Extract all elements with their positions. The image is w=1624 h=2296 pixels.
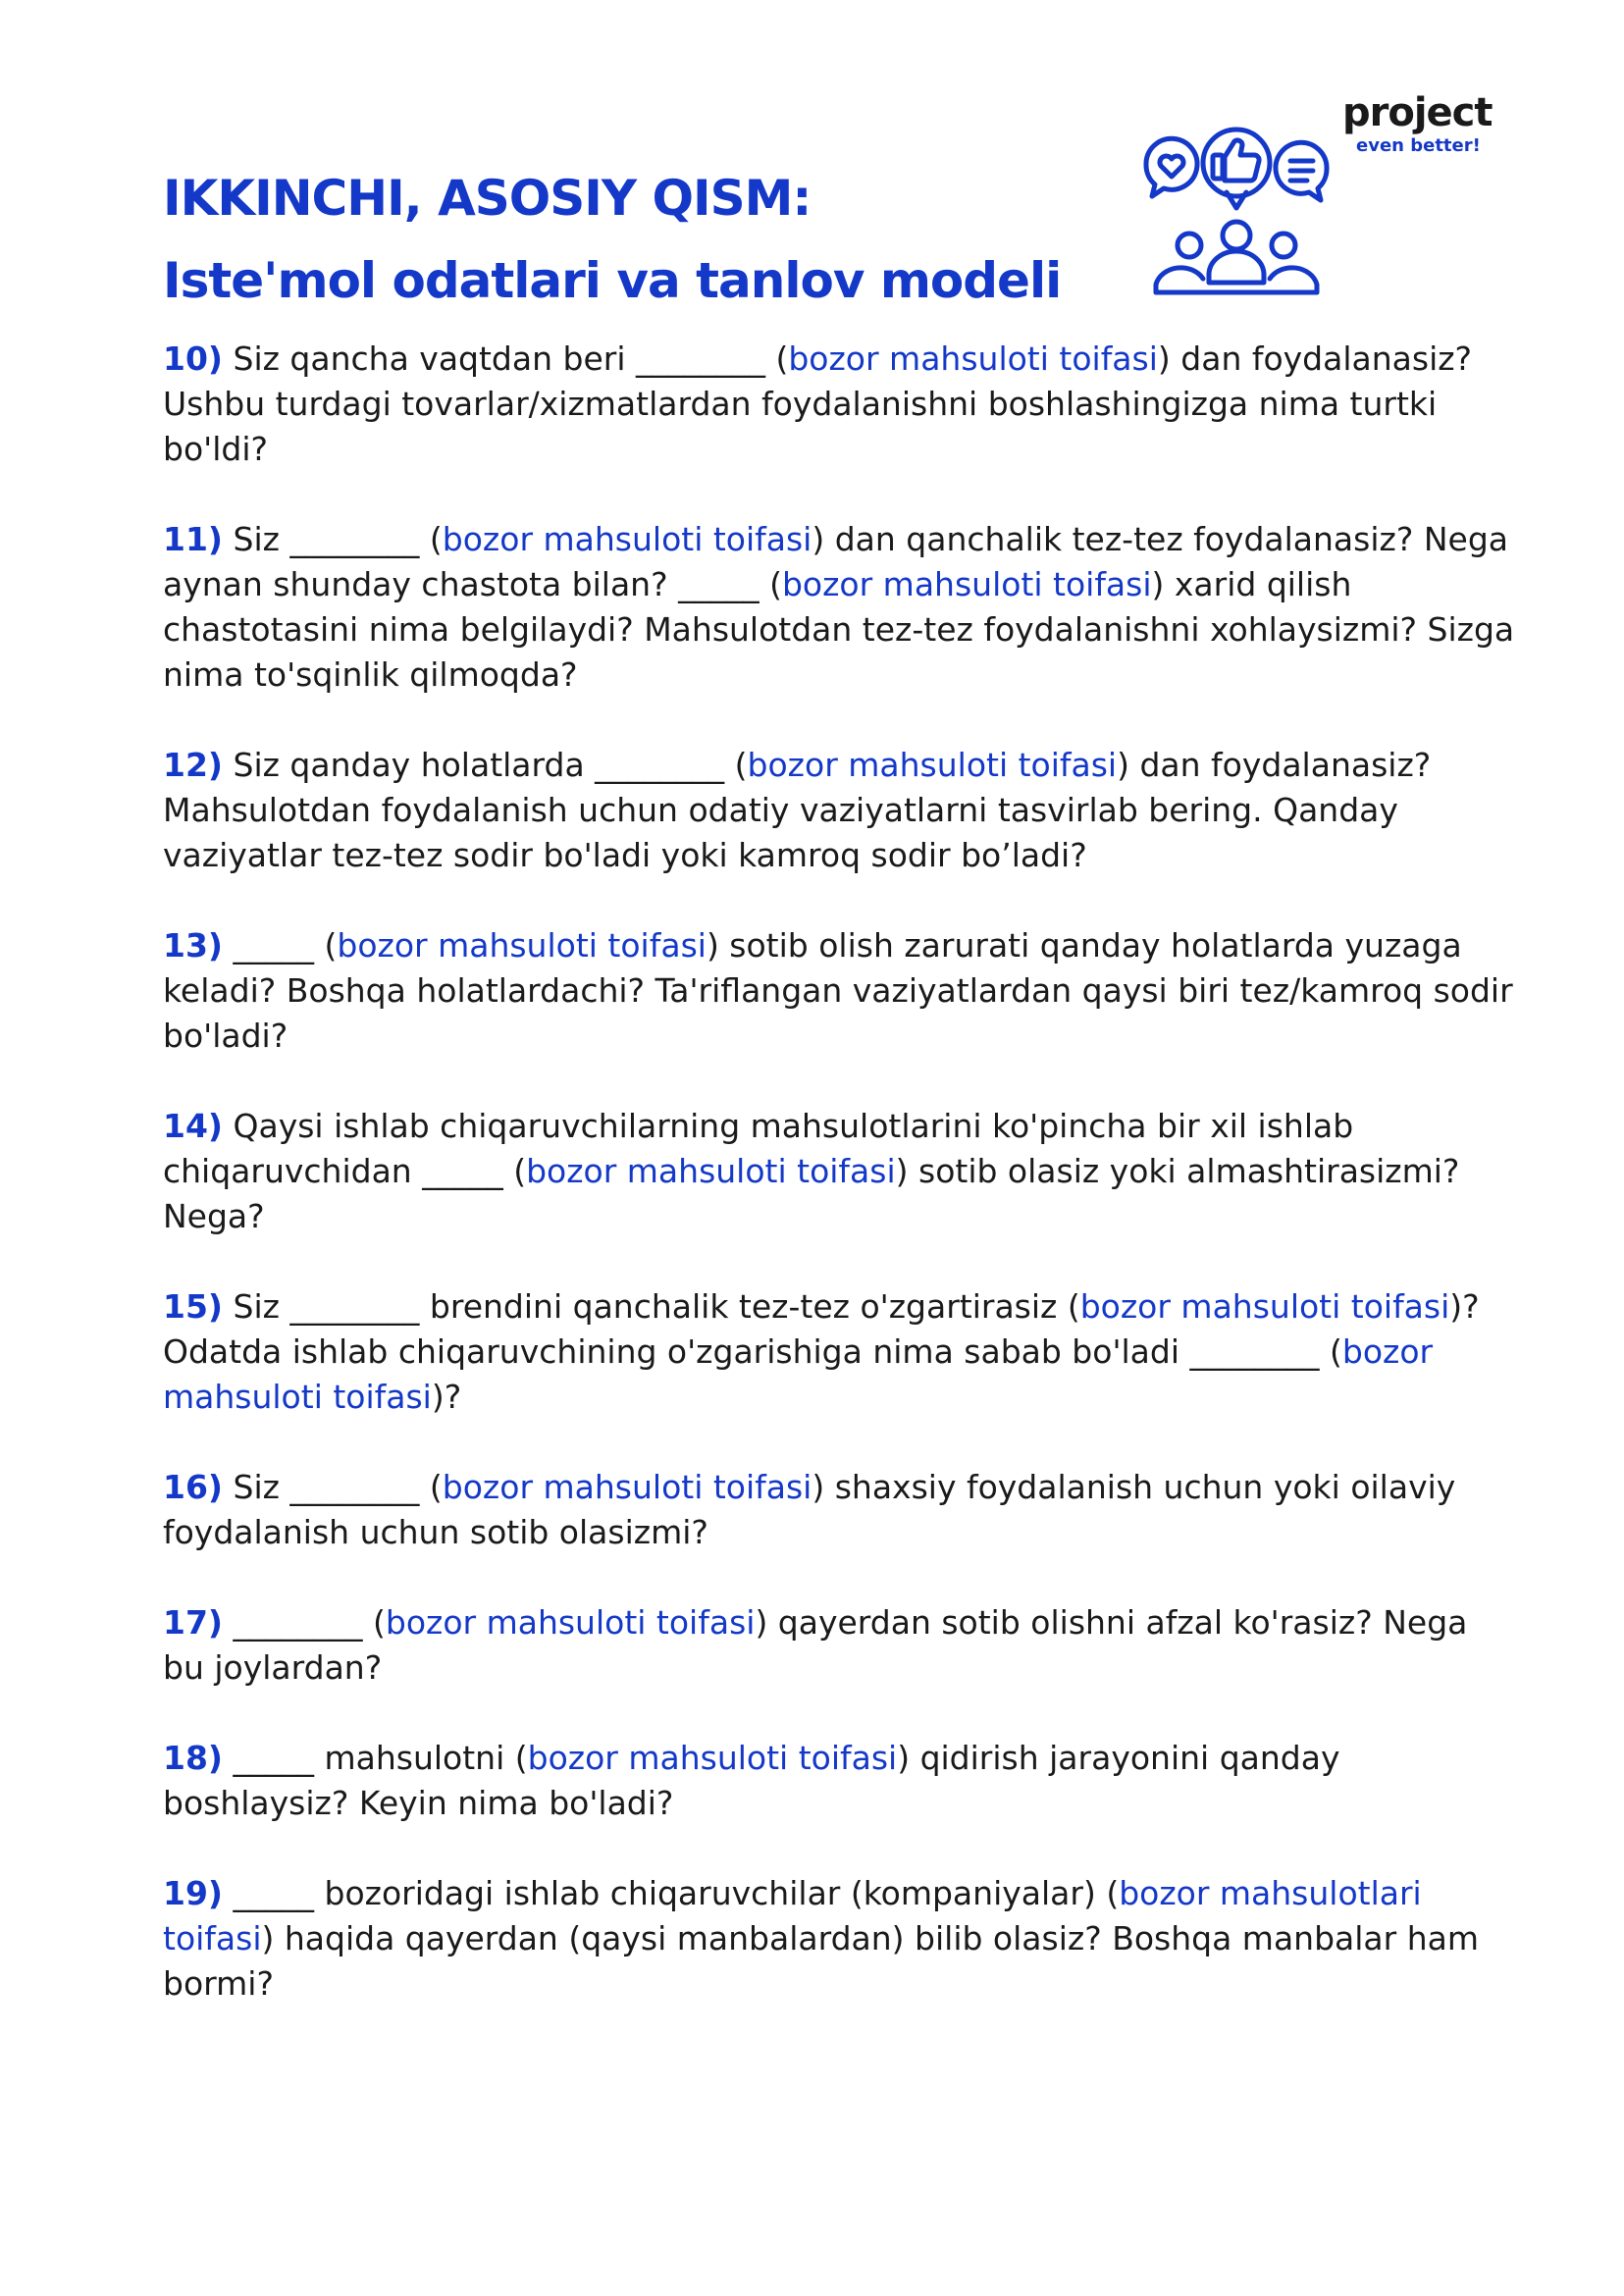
logo-wordmark: project: [1342, 90, 1493, 135]
category-placeholder: bozor mahsuloti toifasi: [747, 746, 1118, 784]
question-item: [163, 517, 1517, 698]
question-item: [163, 923, 1517, 1059]
category-placeholder: bozor mahsulotlari toifasi: [163, 1874, 1422, 1957]
question-text: ) dan qanchalik tez-tez foydalanasiz? Nega aynan shunday chastota bilan? _____ (: [163, 520, 1509, 603]
question-number: 12): [163, 746, 224, 784]
category-placeholder: bozor mahsuloti toifasi: [526, 1152, 896, 1190]
question-text: ) sotib olasiz yoki almashtirasizmi? Nega?: [163, 1152, 1460, 1235]
question-item: [163, 1104, 1517, 1239]
question-number: 14): [163, 1107, 224, 1145]
question-text: Siz qanday holatlarda ________ (: [223, 746, 748, 784]
question-item: [163, 1871, 1517, 2007]
category-placeholder: bozor mahsuloti toifasi: [442, 520, 812, 558]
question-number: 16): [163, 1468, 224, 1506]
question-number: 10): [163, 339, 224, 378]
question-text: ) dan foydalanasiz? Mahsulotdan foydalanish uchun odatiy vaziyatlarni tasvirlab bering. Qanday vaziyatlar tez-tez sodir bo'ladi yoki kamroq sodir bo’ladi?: [163, 746, 1432, 874]
question-text: ) sotib olish zarurati qanday holatlarda yuzaga keladi? Boshqa holatlardachi? Ta'riflangan vaziyatlardan qaysi biri tez/kamroq sodir bo'ladi?: [163, 926, 1513, 1055]
question-text: ) xarid qilish chastotasini nima belgilaydi? Mahsulotdan tez-tez foydalanishni xohlaysizmi? Sizga nima to'sqinlik qilmoqda?: [163, 565, 1515, 694]
question-item: [163, 1284, 1517, 1420]
category-placeholder: bozor mahsuloti toifasi: [527, 1739, 898, 1777]
question-number: 19): [163, 1874, 224, 1912]
question-text: ) qidirish jarayonini qanday boshlaysiz? Keyin nima bo'ladi?: [163, 1739, 1340, 1822]
category-placeholder: bozor mahsuloti toifasi: [337, 926, 707, 965]
question-text: Qaysi ishlab chiqaruvchilarning mahsulotlarini ko'pincha bir xil ishlab chiqaruvchidan _____ (: [163, 1107, 1354, 1190]
question-text: Siz qancha vaqtdan beri ________ (: [223, 339, 789, 378]
category-placeholder: bozor mahsuloti toifasi: [781, 565, 1152, 603]
question-text: ________ (: [223, 1603, 386, 1642]
page-title: [163, 157, 1061, 322]
question-text: _____ bozoridagi ishlab chiqaruvchilar (kompaniyalar) (: [223, 1874, 1120, 1912]
title-line-1: IKKINCHI, ASOSIY QISM:: [163, 170, 812, 227]
social-feedback-people-icon: [1138, 126, 1335, 304]
category-placeholder: bozor mahsuloti toifasi: [163, 1332, 1434, 1416]
category-placeholder: bozor mahsuloti toifasi: [788, 339, 1158, 378]
question-text: Siz ________ (: [223, 520, 443, 558]
question-item: [163, 337, 1517, 472]
question-item: [163, 1736, 1517, 1826]
question-text: Siz ________ brendini qanchalik tez-tez o'zgartirasiz (: [223, 1287, 1080, 1326]
question-number: 11): [163, 520, 224, 558]
question-number: 13): [163, 926, 224, 965]
question-item: [163, 1465, 1517, 1555]
category-placeholder: bozor mahsuloti toifasi: [385, 1603, 756, 1642]
question-text: )?: [431, 1378, 462, 1416]
question-text: _____ (: [223, 926, 338, 965]
question-number: 18): [163, 1739, 224, 1777]
question-item: [163, 743, 1517, 878]
logo-tagline: even better!: [1356, 135, 1481, 156]
question-text: Siz ________ (: [223, 1468, 443, 1506]
question-item: [163, 1600, 1517, 1691]
question-text: ) shaxsiy foydalanish uchun yoki oilaviy foydalanish uchun sotib olasizmi?: [163, 1468, 1456, 1551]
category-placeholder: bozor mahsuloti toifasi: [1079, 1287, 1450, 1326]
brand-logo: [1342, 90, 1499, 157]
question-text: )? Odatda ishlab chiqaruvchining o'zgarishiga nima sabab bo'ladi ________ (: [163, 1287, 1480, 1371]
question-text: ) haqida qayerdan (qaysi manbalardan) bilib olasiz? Boshqa manbalar ham bormi?: [163, 1919, 1479, 2003]
question-text: ) qayerdan sotib olishni afzal ko'rasiz? Nega bu joylardan?: [163, 1603, 1468, 1687]
question-number: 17): [163, 1603, 224, 1642]
question-list: [163, 337, 1517, 2052]
category-placeholder: bozor mahsuloti toifasi: [442, 1468, 812, 1506]
question-text: ) dan foydalanasiz? Ushbu turdagi tovarlar/xizmatlardan foydalanishni boshlashingizga nima turtki bo'ldi?: [163, 339, 1473, 468]
title-line-2: Iste'mol odatlari va tanlov modeli: [163, 252, 1062, 309]
question-number: 15): [163, 1287, 224, 1326]
question-text: _____ mahsulotni (: [223, 1739, 528, 1777]
